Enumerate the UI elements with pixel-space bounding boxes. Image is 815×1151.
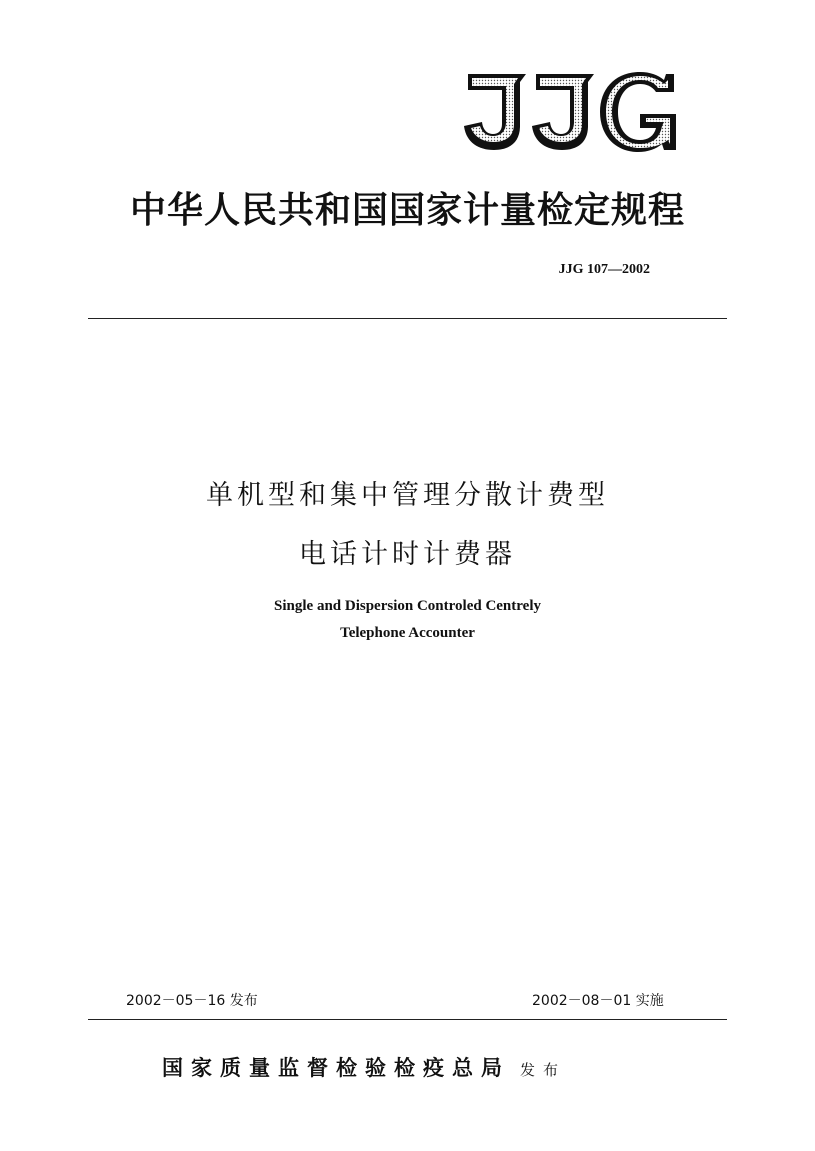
publisher-name: 国家质量监督检验检疫总局: [162, 1055, 510, 1080]
document-title-en-line1: Single and Dispersion Controled Centrely: [274, 598, 541, 614]
logo-letter-j2: [532, 74, 594, 150]
issue-date: 2002－05－16 发布: [126, 993, 258, 1009]
top-divider: [88, 318, 727, 319]
logo-letter-g: [600, 72, 676, 152]
document-title-cn-line1: 单机型和集中管理分散计费型: [206, 480, 609, 511]
publish-verb: 发布: [520, 1061, 567, 1079]
jjg-logo: [460, 70, 678, 154]
standard-number: JJG 107—2002: [558, 262, 650, 277]
publisher-line: [162, 1052, 566, 1082]
regulation-series-title: 中华人民共和国国家计量检定规程: [129, 189, 685, 231]
bottom-divider: [88, 1019, 727, 1020]
document-title-cn-line2: 电话计时计费器: [299, 539, 516, 570]
document-title-en-line2: Telephone Accounter: [340, 625, 475, 641]
logo-letter-j1: [464, 74, 526, 150]
implementation-date: 2002－08－01 实施: [532, 993, 664, 1009]
